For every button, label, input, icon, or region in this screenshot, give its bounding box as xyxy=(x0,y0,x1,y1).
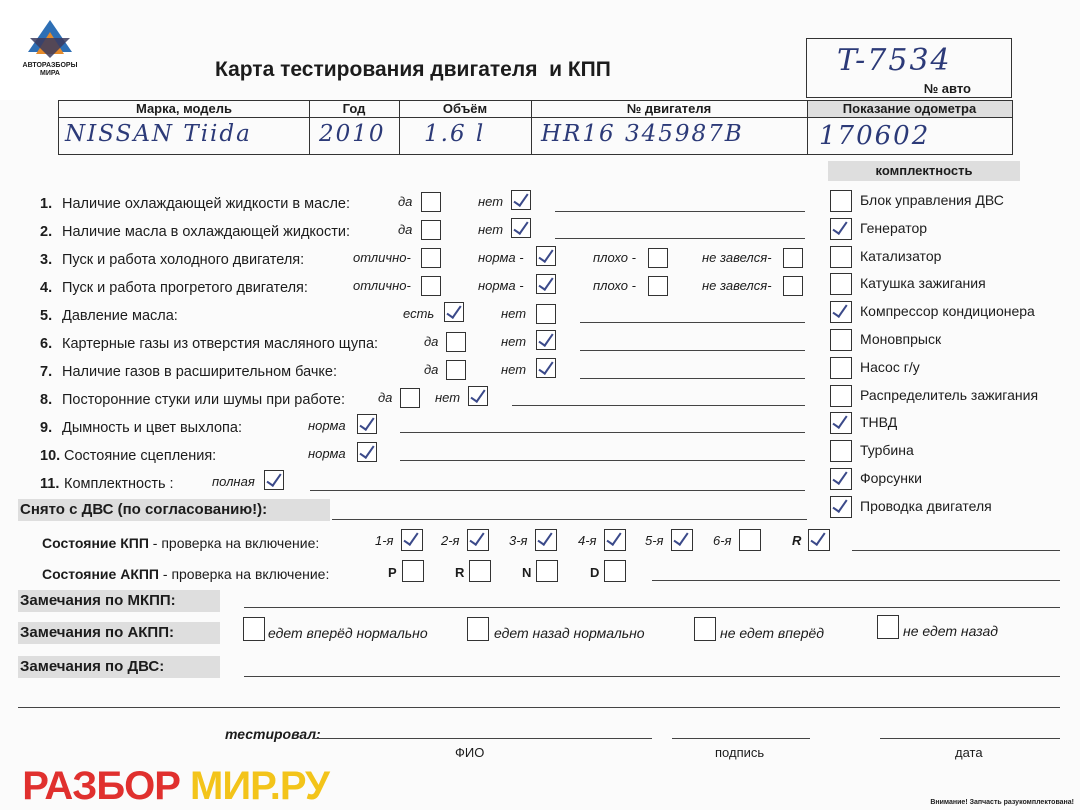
q5-comment-line[interactable] xyxy=(580,322,805,323)
completeness-label: Проводка двигателя xyxy=(860,497,992,514)
akpp-label xyxy=(42,566,329,582)
notes-mkpp-label: Замечания по МКПП: xyxy=(18,590,220,612)
q7-net-checkbox[interactable] xyxy=(536,358,556,378)
q1-da-checkbox[interactable] xyxy=(421,192,441,212)
odometer-label: Показание одометра xyxy=(842,101,977,116)
akpp-no-forward-label: не едет вперёд xyxy=(720,625,825,641)
akpp-mode-checkbox[interactable] xyxy=(402,560,424,582)
question-6 xyxy=(40,336,378,352)
notes-akpp-label: Замечания по АКПП: xyxy=(18,622,220,644)
q5-net-label: нет xyxy=(501,306,527,321)
watermark xyxy=(2,720,329,808)
q4-ne-zav-checkbox[interactable] xyxy=(783,276,803,296)
q8-net-label: нет xyxy=(435,390,461,405)
logo-icon xyxy=(20,18,80,60)
year-label: Год xyxy=(342,101,366,116)
q9-norma-label: норма xyxy=(308,418,346,433)
q4-ploho-checkbox[interactable] xyxy=(648,276,668,296)
completeness-checkbox[interactable] xyxy=(830,496,852,518)
q4-norma-label: норма - xyxy=(478,278,524,293)
akpp-mode-checkbox[interactable] xyxy=(604,560,626,582)
akpp-forward-ok-label: едет вперёд нормально xyxy=(268,625,428,641)
completeness-checkbox[interactable] xyxy=(830,190,852,212)
kpp-gear-label: 1-я xyxy=(375,533,394,548)
question-5 xyxy=(40,308,178,324)
auto-no-box xyxy=(806,38,1012,98)
question-text: Состояние сцепления: xyxy=(64,448,217,464)
question-1 xyxy=(40,196,350,212)
completeness-checkbox[interactable] xyxy=(830,385,852,407)
logo-text-1: АВТОРАЗБОРЫ xyxy=(22,62,78,69)
akpp-no-back-checkbox[interactable] xyxy=(877,615,899,639)
q3-ne-zav-label: не завелся- xyxy=(702,250,772,265)
question-4 xyxy=(40,280,308,296)
q8-comment-line[interactable] xyxy=(512,405,805,406)
akpp-no-back-label: не едет назад xyxy=(903,623,998,639)
q6-net-label: нет xyxy=(501,334,527,349)
question-9 xyxy=(40,420,242,436)
question-text: Посторонние стуки или шумы при работе: xyxy=(62,392,346,408)
question-text: Наличие охлаждающей жидкости в масле: xyxy=(62,196,350,212)
question-8 xyxy=(40,392,345,408)
q7-da-label: да xyxy=(424,362,439,377)
q7-comment-line[interactable] xyxy=(580,378,805,379)
q3-ne-zav-checkbox[interactable] xyxy=(783,248,803,268)
date-line[interactable] xyxy=(880,738,1060,739)
q7-da-checkbox[interactable] xyxy=(446,360,466,380)
question-text: Наличие масла в охлаждающей жидкости: xyxy=(62,224,350,240)
q3-norma-checkbox[interactable] xyxy=(536,246,556,266)
q4-otl-label: отлично- xyxy=(353,278,411,293)
logo-text-2: МИРА xyxy=(40,70,60,77)
akpp-no-forward-checkbox[interactable] xyxy=(694,617,716,641)
question-number: 9. xyxy=(40,420,53,436)
question-number: 10. xyxy=(40,448,61,464)
akpp-mode-label: R xyxy=(455,565,465,580)
completeness-label: Насос г/у xyxy=(860,358,920,375)
auto-no-label: № авто xyxy=(923,81,971,96)
completeness-label: Блок управления ДВС xyxy=(860,192,1004,208)
completeness-checkbox[interactable] xyxy=(830,357,852,379)
watermark-part2: МИР.РУ xyxy=(190,764,329,808)
q3-norma-label: норма - xyxy=(478,250,524,265)
question-text: Наличие газов в расширительном бачке: xyxy=(62,364,338,380)
volume-value: 1.6 l xyxy=(424,121,486,147)
question-number: 3. xyxy=(40,252,53,268)
notes-dvs-label: Замечания по ДВС: xyxy=(18,656,220,678)
completeness-label: Форсунки xyxy=(860,470,922,486)
completeness-checkbox[interactable] xyxy=(830,440,852,462)
q4-ne-zav-label: не завелся- xyxy=(702,278,772,293)
q1-net-checkbox[interactable] xyxy=(511,190,531,210)
sign-label: подпись xyxy=(715,745,765,760)
question-number: 7. xyxy=(40,364,53,380)
fio-line[interactable] xyxy=(312,738,652,739)
q8-da-label: да xyxy=(378,390,393,405)
question-10 xyxy=(40,448,216,464)
kpp-label xyxy=(42,535,319,551)
kpp-gear-checkbox[interactable] xyxy=(535,529,557,551)
q8-da-checkbox[interactable] xyxy=(400,388,420,408)
tested-label: тестировал: xyxy=(225,726,321,742)
kpp-gear-checkbox[interactable] xyxy=(808,529,830,551)
year-value: 2010 xyxy=(319,121,386,147)
watermark-part1: РАЗБОР xyxy=(22,764,190,808)
removed-line[interactable] xyxy=(332,519,807,520)
notes-dvs-line-1[interactable] xyxy=(244,676,1060,677)
q10-norma-checkbox[interactable] xyxy=(357,442,377,462)
q6-comment-line[interactable] xyxy=(580,350,805,351)
completeness-label: Турбина xyxy=(860,442,914,459)
q3-otl-checkbox[interactable] xyxy=(421,248,441,268)
q2-net-checkbox[interactable] xyxy=(511,218,531,238)
completeness-checkbox[interactable] xyxy=(830,246,852,268)
q4-otl-checkbox[interactable] xyxy=(421,276,441,296)
question-number: 4. xyxy=(40,280,53,296)
question-text: Картерные газы из отверстия масляного щупа: xyxy=(62,336,379,352)
q2-comment-line[interactable] xyxy=(555,238,805,239)
q1-da-label: да xyxy=(398,194,413,209)
question-text: Пуск и работа прогретого двигателя: xyxy=(62,280,308,296)
akpp-label-bold: Состояние АКПП xyxy=(42,566,159,582)
completeness-checkbox[interactable] xyxy=(830,218,852,240)
header-table xyxy=(58,100,1013,155)
q4-ploho-label: плохо - xyxy=(593,278,636,293)
date-label: дата xyxy=(955,745,983,760)
kpp-gear-label: 6-я xyxy=(713,533,732,548)
kpp-gear-label: 2-я xyxy=(441,533,460,548)
akpp-forward-ok-checkbox[interactable] xyxy=(243,617,265,641)
q8-net-checkbox[interactable] xyxy=(468,386,488,406)
question-3 xyxy=(40,252,304,268)
kpp-gear-checkbox[interactable] xyxy=(467,529,489,551)
q10-norma-label: норма xyxy=(308,446,346,461)
odometer-value: 170602 xyxy=(819,121,931,151)
kpp-gear-label: 5-я xyxy=(645,533,664,548)
q11-polnaya-checkbox[interactable] xyxy=(264,470,284,490)
fio-label: ФИО xyxy=(455,745,485,760)
q3-ploho-label: плохо - xyxy=(593,250,636,265)
kpp-gear-checkbox[interactable] xyxy=(401,529,423,551)
question-text: Давление масла: xyxy=(62,308,178,324)
notes-mkpp-line[interactable] xyxy=(244,607,1060,608)
footer-note: Внимание! Запчасть разукомплектована! xyxy=(930,799,1074,806)
logo xyxy=(0,0,100,100)
q7-net-label: нет xyxy=(501,362,527,377)
brand-value: NISSAN Tiida xyxy=(65,121,252,147)
completeness-label: Распределитель зажигания xyxy=(860,386,1039,403)
kpp-comment-line[interactable] xyxy=(852,550,1060,551)
kpp-label-bold: Состояние КПП xyxy=(42,535,149,551)
completeness-title: комплектность xyxy=(828,161,1020,181)
q9-comment-line[interactable] xyxy=(400,432,805,433)
question-number: 1. xyxy=(40,196,53,212)
question-number: 6. xyxy=(40,336,53,352)
kpp-gear-checkbox[interactable] xyxy=(671,529,693,551)
completeness-label: Генератор xyxy=(860,219,928,236)
akpp-mode-checkbox[interactable] xyxy=(536,560,558,582)
completeness-label: Компрессор кондиционера xyxy=(860,303,1035,320)
sign-line[interactable] xyxy=(672,738,810,739)
auto-no-value: T-7534 xyxy=(837,43,952,78)
akpp-mode-checkbox[interactable] xyxy=(469,560,491,582)
q3-ploho-checkbox[interactable] xyxy=(648,248,668,268)
engine-no-value: HR16 345987B xyxy=(541,121,744,147)
akpp-comment-line[interactable] xyxy=(652,580,1060,581)
kpp-gear-label: 3-я xyxy=(509,533,528,548)
notes-dvs-line-2[interactable] xyxy=(18,707,1060,708)
q9-norma-checkbox[interactable] xyxy=(357,414,377,434)
volume-label: Объём xyxy=(442,101,488,116)
kpp-gear-checkbox[interactable] xyxy=(739,529,761,551)
q1-comment-line[interactable] xyxy=(555,211,805,212)
akpp-mode-label: D xyxy=(590,565,600,580)
completeness-checkbox[interactable] xyxy=(830,329,852,351)
q11-comment-line[interactable] xyxy=(310,490,805,491)
q4-norma-checkbox[interactable] xyxy=(536,274,556,294)
completeness-checkbox[interactable] xyxy=(830,301,852,323)
q6-da-label: да xyxy=(424,334,439,349)
completeness-label: Катушка зажигания xyxy=(860,275,986,292)
q1-net-label: нет xyxy=(478,194,504,209)
q3-otl-label: отлично- xyxy=(353,250,411,265)
q2-da-checkbox[interactable] xyxy=(421,220,441,240)
q11-polnaya-label: полная xyxy=(212,474,255,489)
q2-da-label: да xyxy=(398,222,413,237)
engine-no-label: № двигателя xyxy=(626,101,712,116)
akpp-back-ok-label: едет назад нормально xyxy=(494,625,645,641)
page-title: Карта тестирования двигателя и КПП xyxy=(215,58,611,81)
question-text: Пуск и работа холодного двигателя: xyxy=(62,252,305,268)
question-number: 5. xyxy=(40,308,53,324)
completeness-label: Моновпрыск xyxy=(860,331,942,347)
q2-net-label: нет xyxy=(478,222,504,237)
kpp-gear-label: R xyxy=(792,533,802,548)
akpp-mode-label: P xyxy=(388,565,397,580)
question-number: 11. xyxy=(40,476,60,492)
completeness-checkbox[interactable] xyxy=(830,468,852,490)
brand-label: Марка, модель xyxy=(135,101,233,116)
akpp-back-ok-checkbox[interactable] xyxy=(467,617,489,641)
q5-net-checkbox[interactable] xyxy=(536,304,556,324)
question-2 xyxy=(40,224,350,240)
completeness-label: ТНВД xyxy=(860,414,898,431)
question-7 xyxy=(40,364,337,380)
question-text: Дымность и цвет выхлопа: xyxy=(62,420,242,436)
completeness-label: Катализатор xyxy=(860,247,942,264)
q6-da-checkbox[interactable] xyxy=(446,332,466,352)
akpp-label-rest: - проверка на включение: xyxy=(159,566,330,582)
kpp-gear-label: 4-я xyxy=(578,533,597,548)
completeness-checkbox[interactable] xyxy=(830,273,852,295)
kpp-gear-checkbox[interactable] xyxy=(604,529,626,551)
question-number: 8. xyxy=(40,392,53,408)
question-text: Комплектность : xyxy=(64,476,174,492)
akpp-mode-label: N xyxy=(522,565,532,580)
q10-comment-line[interactable] xyxy=(400,460,805,461)
question-11 xyxy=(40,476,174,492)
q6-net-checkbox[interactable] xyxy=(536,330,556,350)
removed-label: Снято с ДВС (по согласованию!): xyxy=(18,499,330,521)
q5-est-label: есть xyxy=(403,306,435,321)
completeness-checkbox[interactable] xyxy=(830,412,852,434)
kpp-label-rest: - проверка на включение: xyxy=(148,535,320,551)
q5-est-checkbox[interactable] xyxy=(444,302,464,322)
question-number: 2. xyxy=(40,224,53,240)
